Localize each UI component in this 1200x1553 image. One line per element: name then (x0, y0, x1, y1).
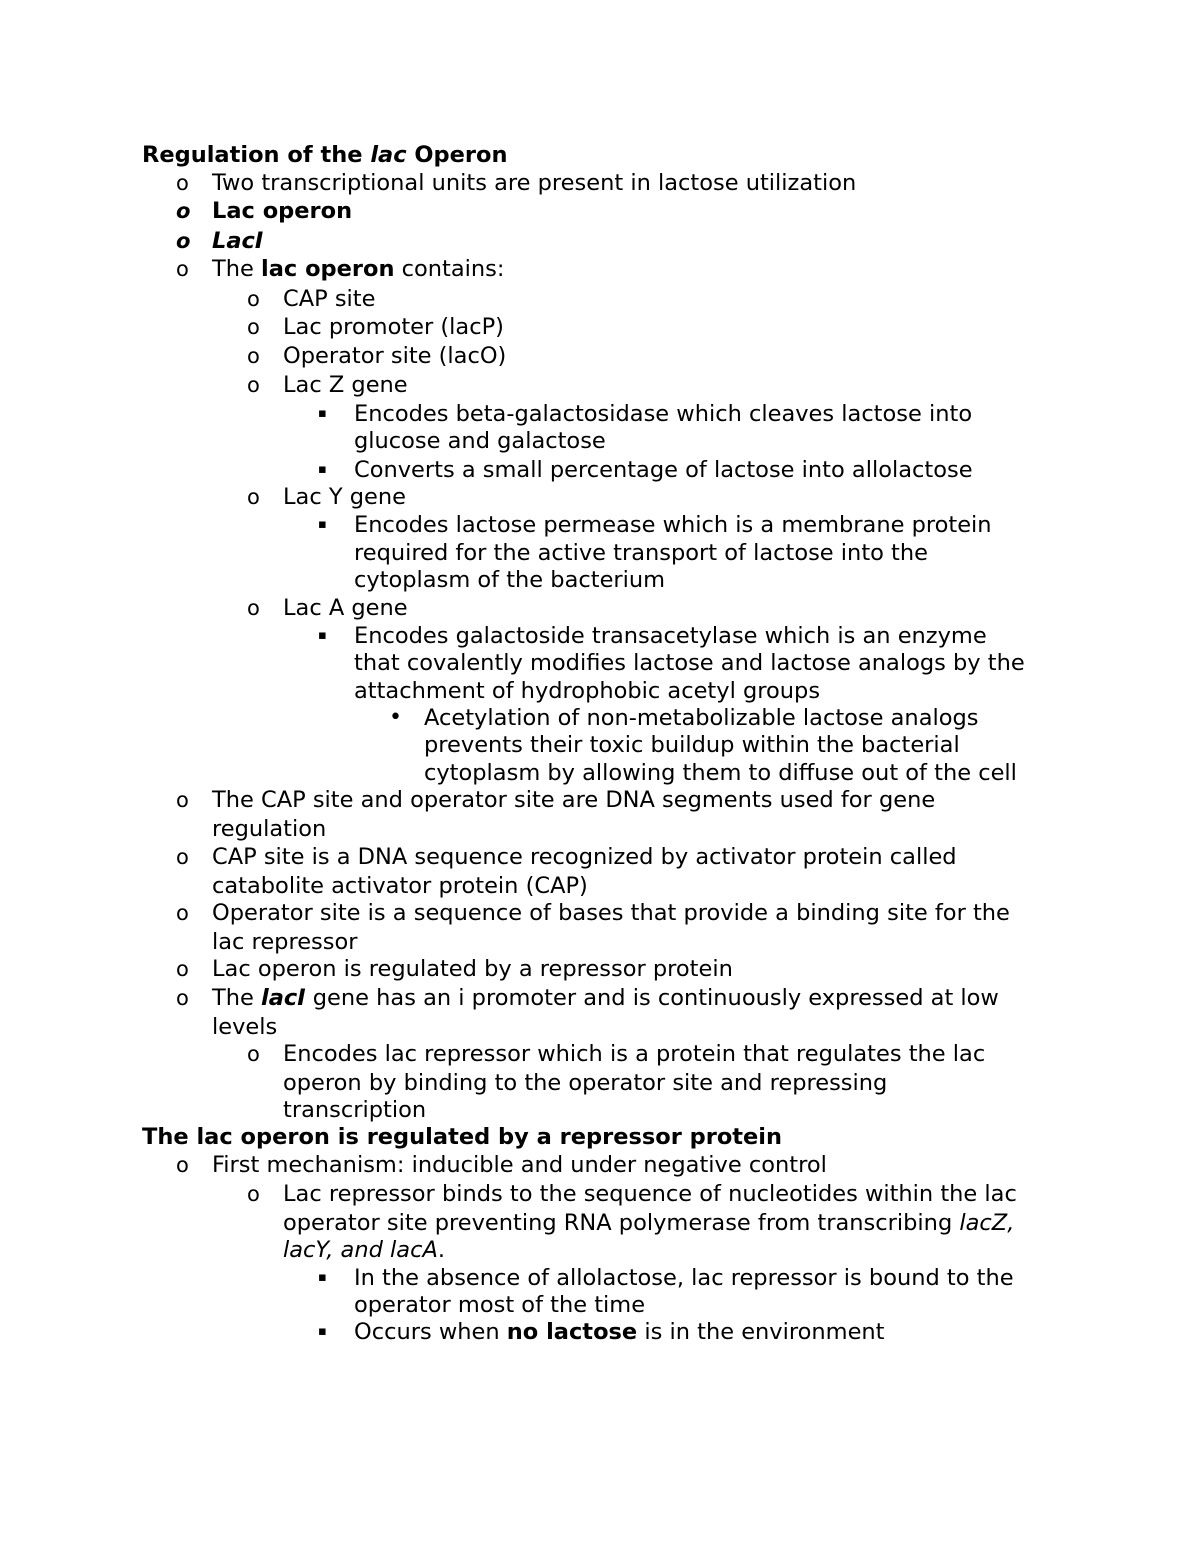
list-item: LacI (212, 228, 264, 254)
list-item-continuation: regulation (212, 816, 327, 842)
list-item-continuation: prevents their toxic buildup within the bacterial (424, 732, 960, 758)
hollow-circle-bullet-icon: o (247, 1042, 260, 1066)
square-bullet-icon: ▪ (318, 462, 327, 477)
hollow-circle-bullet-icon: o (176, 845, 189, 869)
list-item-continuation: cytoplasm by allowing them to diffuse out of the cell (424, 760, 1017, 786)
item-text: The (212, 256, 261, 282)
square-bullet-icon: ▪ (318, 406, 327, 421)
hollow-circle-bullet-icon: o (247, 596, 260, 620)
dot-bullet-icon: • (389, 705, 402, 730)
hollow-circle-bullet-icon: o (176, 986, 189, 1010)
list-item: The CAP site and operator site are DNA segments used for gene (212, 787, 936, 813)
list-item: In the absence of allolactose, lac repressor is bound to the (354, 1265, 1014, 1291)
section-heading-regulation (142, 141, 507, 169)
list-item-continuation: lac repressor (212, 929, 358, 955)
heading-text: Operon (406, 142, 508, 168)
list-item (212, 255, 504, 283)
item-bold-italic-text: lacI (261, 985, 306, 1011)
hollow-circle-bullet-icon: o (247, 315, 260, 339)
list-item-continuation: levels (212, 1014, 278, 1040)
list-item-continuation: operon by binding to the operator site and repressing (283, 1070, 888, 1096)
list-item (354, 1318, 885, 1346)
list-item: Two transcriptional units are present in lactose utilization (212, 170, 857, 196)
list-item: Operator site is a sequence of bases that provide a binding site for the (212, 900, 1010, 926)
hollow-circle-bullet-icon: o (176, 901, 189, 925)
list-item-continuation: glucose and galactose (354, 428, 606, 454)
list-item: Operator site (lacO) (283, 343, 507, 369)
list-item (212, 984, 999, 1012)
hollow-circle-bullet-icon: o (247, 344, 260, 368)
item-text: operator site preventing RNA polymerase from transcribing (283, 1210, 960, 1236)
list-item: Encodes beta-galactosidase which cleaves lactose into (354, 401, 973, 427)
list-item: First mechanism: inducible and under negative control (212, 1152, 827, 1178)
item-text: Occurs when (354, 1319, 507, 1345)
list-item-continuation: operator most of the time (354, 1292, 646, 1318)
hollow-circle-bullet-icon: o (247, 485, 260, 509)
list-item: Lac repressor binds to the sequence of nucleotides within the lac (283, 1181, 1017, 1207)
list-item: Acetylation of non-metabolizable lactose analogs (424, 705, 979, 731)
list-item: Encodes galactoside transacetylase which is an enzyme (354, 623, 987, 649)
section-heading-repressor: The lac operon is regulated by a repressor protein (142, 1124, 783, 1150)
list-item: Lac promoter (lacP) (283, 314, 504, 340)
heading-text: Regulation of the (142, 142, 371, 168)
square-bullet-icon: ▪ (318, 1270, 327, 1285)
heading-italic-text: lac (370, 142, 407, 168)
item-text: The (212, 985, 261, 1011)
square-bullet-icon: ▪ (318, 1324, 327, 1339)
list-item-continuation: cytoplasm of the bacterium (354, 567, 666, 593)
item-text: gene has an i promoter and is continuously expressed at low (305, 985, 999, 1011)
list-item-continuation (283, 1209, 1014, 1237)
item-text: contains: (394, 256, 505, 282)
square-bullet-icon: ▪ (318, 628, 327, 643)
square-bullet-icon: ▪ (318, 517, 327, 532)
hollow-circle-bullet-icon: o (247, 287, 260, 311)
list-item: Encodes lactose permease which is a membrane protein (354, 512, 992, 538)
list-item: CAP site (283, 286, 376, 312)
list-item-continuation: that covalently modifies lactose and lactose analogs by the (354, 650, 1025, 676)
list-item: Lac operon is regulated by a repressor protein (212, 956, 733, 982)
hollow-circle-bullet-icon: o (176, 788, 189, 812)
list-item-continuation: attachment of hydrophobic acetyl groups (354, 678, 821, 704)
item-text: . (437, 1237, 445, 1263)
item-text: is in the environment (637, 1319, 885, 1345)
list-item: Lac A gene (283, 595, 408, 621)
hollow-circle-bullet-icon: o (176, 257, 189, 281)
list-item: Encodes lac repressor which is a protein that regulates the lac (283, 1041, 986, 1067)
list-item: CAP site is a DNA sequence recognized by activator protein called (212, 844, 957, 870)
hollow-circle-bullet-icon: o (247, 1182, 260, 1206)
item-bold-text: no lactose (506, 1319, 638, 1345)
list-item-continuation: catabolite activator protein (CAP) (212, 873, 588, 899)
hollow-circle-bullet-icon: o (176, 199, 191, 223)
list-item: Converts a small percentage of lactose into allolactose (354, 457, 973, 483)
hollow-circle-bullet-icon: o (176, 957, 189, 981)
list-item: Lac Z gene (283, 372, 408, 398)
hollow-circle-bullet-icon: o (176, 1153, 189, 1177)
list-item-continuation: transcription (283, 1097, 427, 1123)
hollow-circle-bullet-icon: o (176, 171, 189, 195)
list-item-continuation (283, 1236, 445, 1264)
hollow-circle-bullet-icon: o (176, 229, 191, 253)
list-item: Lac Y gene (283, 484, 406, 510)
item-italic-text: lacZ, (959, 1210, 1015, 1236)
list-item-continuation: required for the active transport of lactose into the (354, 540, 928, 566)
item-italic-text: lacY, and lacA (283, 1237, 438, 1263)
hollow-circle-bullet-icon: o (247, 373, 260, 397)
list-item: Lac operon (212, 198, 353, 224)
item-bold-text: lac operon (261, 256, 395, 282)
